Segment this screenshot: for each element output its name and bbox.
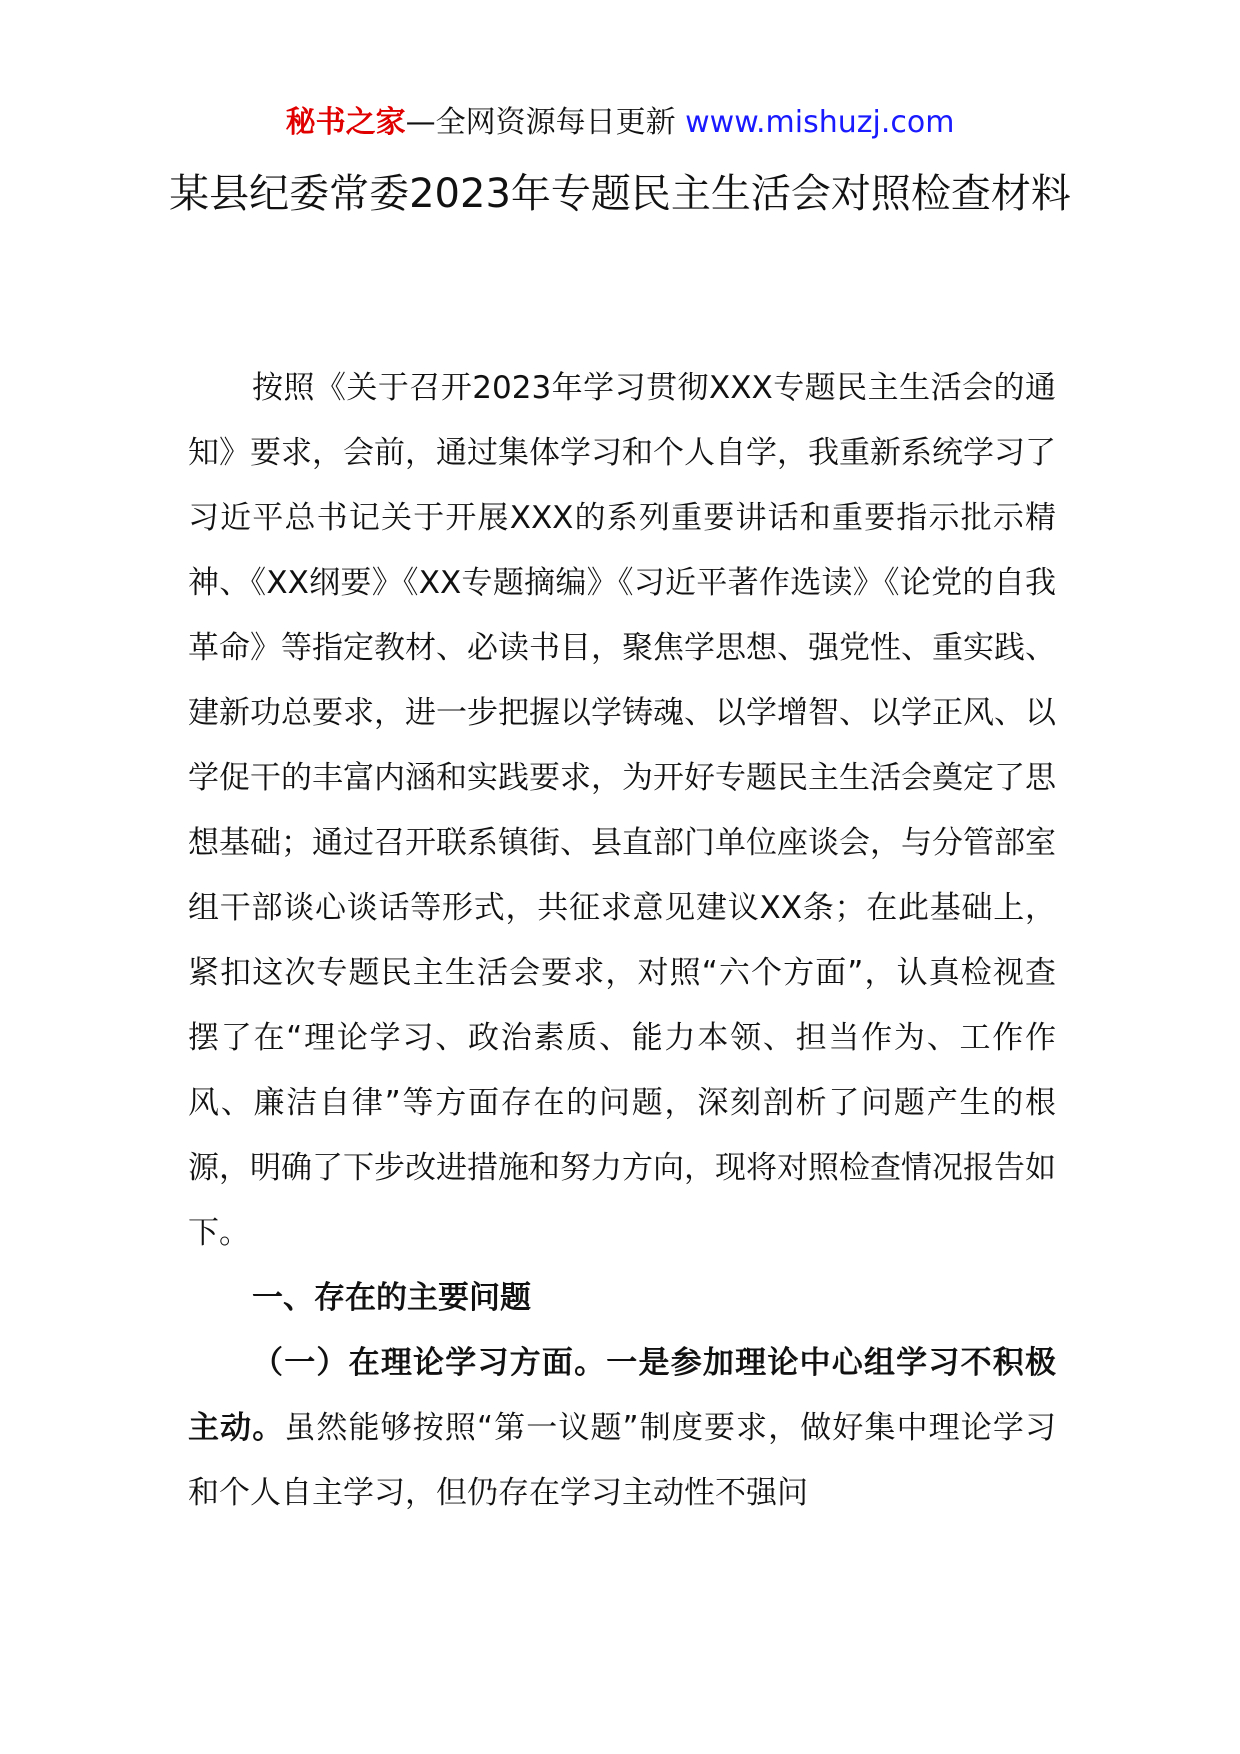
- banner-tagline: —全网资源每日更新: [405, 105, 676, 140]
- site-url-link[interactable]: www.mishuzj.com: [685, 105, 955, 140]
- subsection-paragraph: [188, 1331, 1056, 1526]
- document-title: 某县纪委常委2023年专题民主生活会对照检查材料: [169, 171, 1071, 217]
- intro-paragraph: 按照《关于召开2023年学习贯彻XXX专题民主生活会的通知》要求，会前，通过集体学习和个人自学，我重新系统学习了习近平总书记关于开展XXX的系列重要讲话和重要指示批示精神、《XX纲要》《XX专题摘编》《习近平著作选读》《论党的自我革命》等指定教材、必读书目，聚焦学思想、强党性、重实践、建新功总要求，进一步把握以学铸魂、以学增智、以学正风、以学促干的丰富内涵和实践要求，为开好专题民主生活会奠定了思想基础；通过召开联系镇街、县直部门单位座谈会，与分管部室组干部谈心谈话等形式，共征求意见建议XX条；在此基础上，紧扣这次专题民主生活会要求，对照“六个方面”，认真检视查摆了在“理论学习、政治素质、能力本领、担当作为、工作作风、廉洁自律”等方面存在的问题，深刻剖析了问题产生的根源，明确了下步改进措施和努力方向，现将对照检查情况报告如下。: [188, 370, 1056, 1251]
- subsection-bold-lead: （一）在理论学习方面。一是参加理论中心组学习不积极主动。: [188, 1345, 1056, 1446]
- subsection-text: 虽然能够按照“第一议题”制度要求，做好集中理论学习和个人自主学习，但仍存在学习主动性不强问: [188, 1410, 1057, 1511]
- document-body: [188, 356, 1056, 1526]
- site-banner: [0, 100, 1240, 146]
- section-heading: 一、存在的主要问题: [252, 1280, 531, 1316]
- brand-name: 秘书之家: [285, 105, 406, 140]
